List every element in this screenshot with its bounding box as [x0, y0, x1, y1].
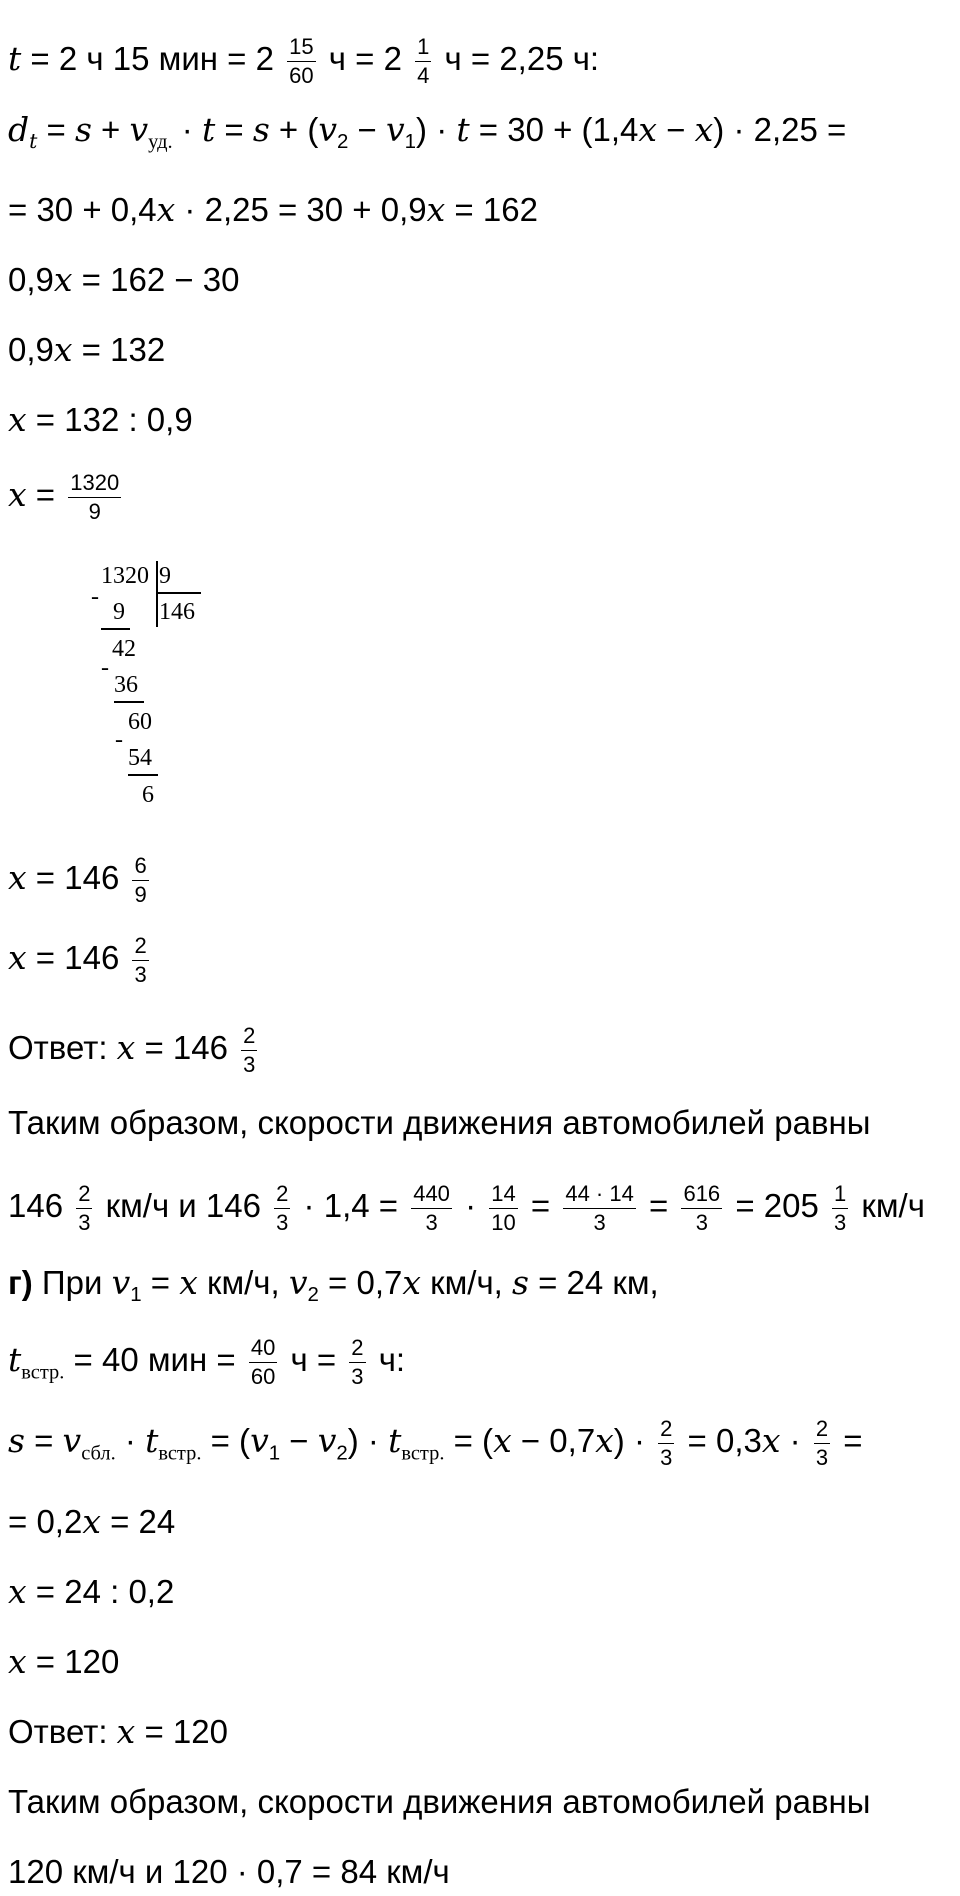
line-approach-formula: $s = v_{сбл.} \cdot t_{встр.} = (v_1 - v_2) \cdot t_{встр.} = (x - 0,7x)$ · $\frac{2}{3}$ = 0,3x · $\frac{2}{3}$ =: [8, 1416, 863, 1470]
line-speeds-1: 146 $\frac{2}{3}$ км/ч и 146 $\frac{2}{3}$ · 1,4 = $\frac{440}{3}$ · $\frac{14}{10}$ = $\frac{44 \cdot 14}{3}$ = $\frac{616}{3}$ = 205 $\frac{1}{3}$ км/ч: [8, 1181, 925, 1235]
var-t: t: [8, 39, 22, 79]
fraction: $\frac{15}{60}$: [289, 34, 314, 88]
line-equation-8: x = 120: [8, 1642, 120, 1681]
solution-page: t = 2 ч 15 мин = 2 $\frac{15}{60}$ ч = 2 $\frac{1}{4}$ ч = 2,25 ч: $d_t = s + v_{уд.} \cdot t = s + (v_2 - v_1) \cdot t = 30 + (1,4x - x) \cdot 2,25$ = = 30 + 0,4x · 2,25 = 30 + 0,9x = 162 0,9x = 162 − 30 0,9x = 132 x = 132 : 0,9 x = $\frac{1320}{9}$ 1320 9 146 - 9 42 - 36 60 - 54 6 x = 146 $\frac{6}{9}$ x = 146 $\frac{2}{3}$ Ответ: x = 146 $\frac{2}{3}$ Таким образом, скорости движения автомобилей равны 146 $\frac{2}{3}$ км/ч и 146 $\frac{2}{3}$ · 1,4 = $\frac{440}{3}$ · $\frac{14}{10}$ = $\frac{44 \cdot 14}{3}$ = $\frac{616}{3}$ = 205 $\frac{1}{3}$ км/ч г) При $v_1 = x$ км/ч, $v_2 = 0,7x$ км/ч, s = 24 км, $t_{встр.} = 40$ мин = $\frac{40}{60}$ ч = $\frac{2}{3}$ ч: $s = v_{сбл.} \cdot t_{встр.} = (v_1 - v_2) \cdot t_{встр.} = (x - 0,7x)$ · $\frac{2}{3}$ = 0,3x · $\frac{2}{3}$ = = 0,2x = 24 x = 24 : 0,2 x = 120 Ответ: x = 120 Таким образом, скорости движения автомобилей равны 120 км/ч и 120 · 0,7 = 84 км/ч: [8, 34, 925, 1890]
line-equation-4: x = 132 : 0,9: [8, 400, 193, 439]
line-speeds-2: 120 км/ч и 120 · 0,7 = 84 км/ч: [8, 1853, 450, 1890]
line-meeting-time: $t_{встр.} = 40$ мин = $\frac{40}{60}$ ч = $\frac{2}{3}$ ч:: [8, 1335, 406, 1389]
line-part-g: г) При $v_1 = x$ км/ч, $v_2 = 0,7x$ км/ч, s = 24 км,: [8, 1263, 659, 1307]
line-answer-1: Ответ: x = 146 $\frac{2}{3}$: [8, 1023, 256, 1077]
part-label: г): [8, 1264, 33, 1301]
fraction: $\frac{2}{3}$: [134, 933, 147, 987]
line-distance-formula: $d_t = s + v_{уд.} \cdot t = s + (v_2 - v_1) \cdot t = 30 + (1,4x - x) \cdot 2,25$ =: [8, 110, 847, 154]
line-equation-6: = 0,2x = 24: [8, 1502, 176, 1541]
fraction: $\frac{1320}{9}$: [70, 470, 120, 524]
line-answer-2: Ответ: x = 120: [8, 1712, 228, 1751]
fraction: $\frac{2}{3}$: [243, 1023, 256, 1077]
line-equation-5: x = $\frac{1320}{9}$: [8, 470, 120, 524]
line-result-1: x = 146 $\frac{6}{9}$: [8, 853, 147, 907]
line-conclusion-2: Таким образом, скорости движения автомобилей равны: [8, 1783, 871, 1820]
line-result-2: x = 146 $\frac{2}{3}$: [8, 933, 147, 987]
line-equation-7: x = 24 : 0,2: [8, 1572, 175, 1611]
fraction: $\frac{1}{4}$: [417, 34, 430, 88]
line-time-conversion: t = 2 ч 15 мин = 2 $\frac{15}{60}$ ч = 2 $\frac{1}{4}$ ч = 2,25 ч:: [8, 34, 600, 88]
line-equation-3: 0,9x = 132: [8, 330, 166, 369]
line-conclusion-1: Таким образом, скорости движения автомобилей равны: [8, 1104, 871, 1141]
fraction: $\frac{6}{9}$: [134, 853, 147, 907]
line-equation-2: 0,9x = 162 − 30: [8, 260, 240, 299]
line-equation-1: = 30 + 0,4x · 2,25 = 30 + 0,9x = 162: [8, 190, 538, 229]
